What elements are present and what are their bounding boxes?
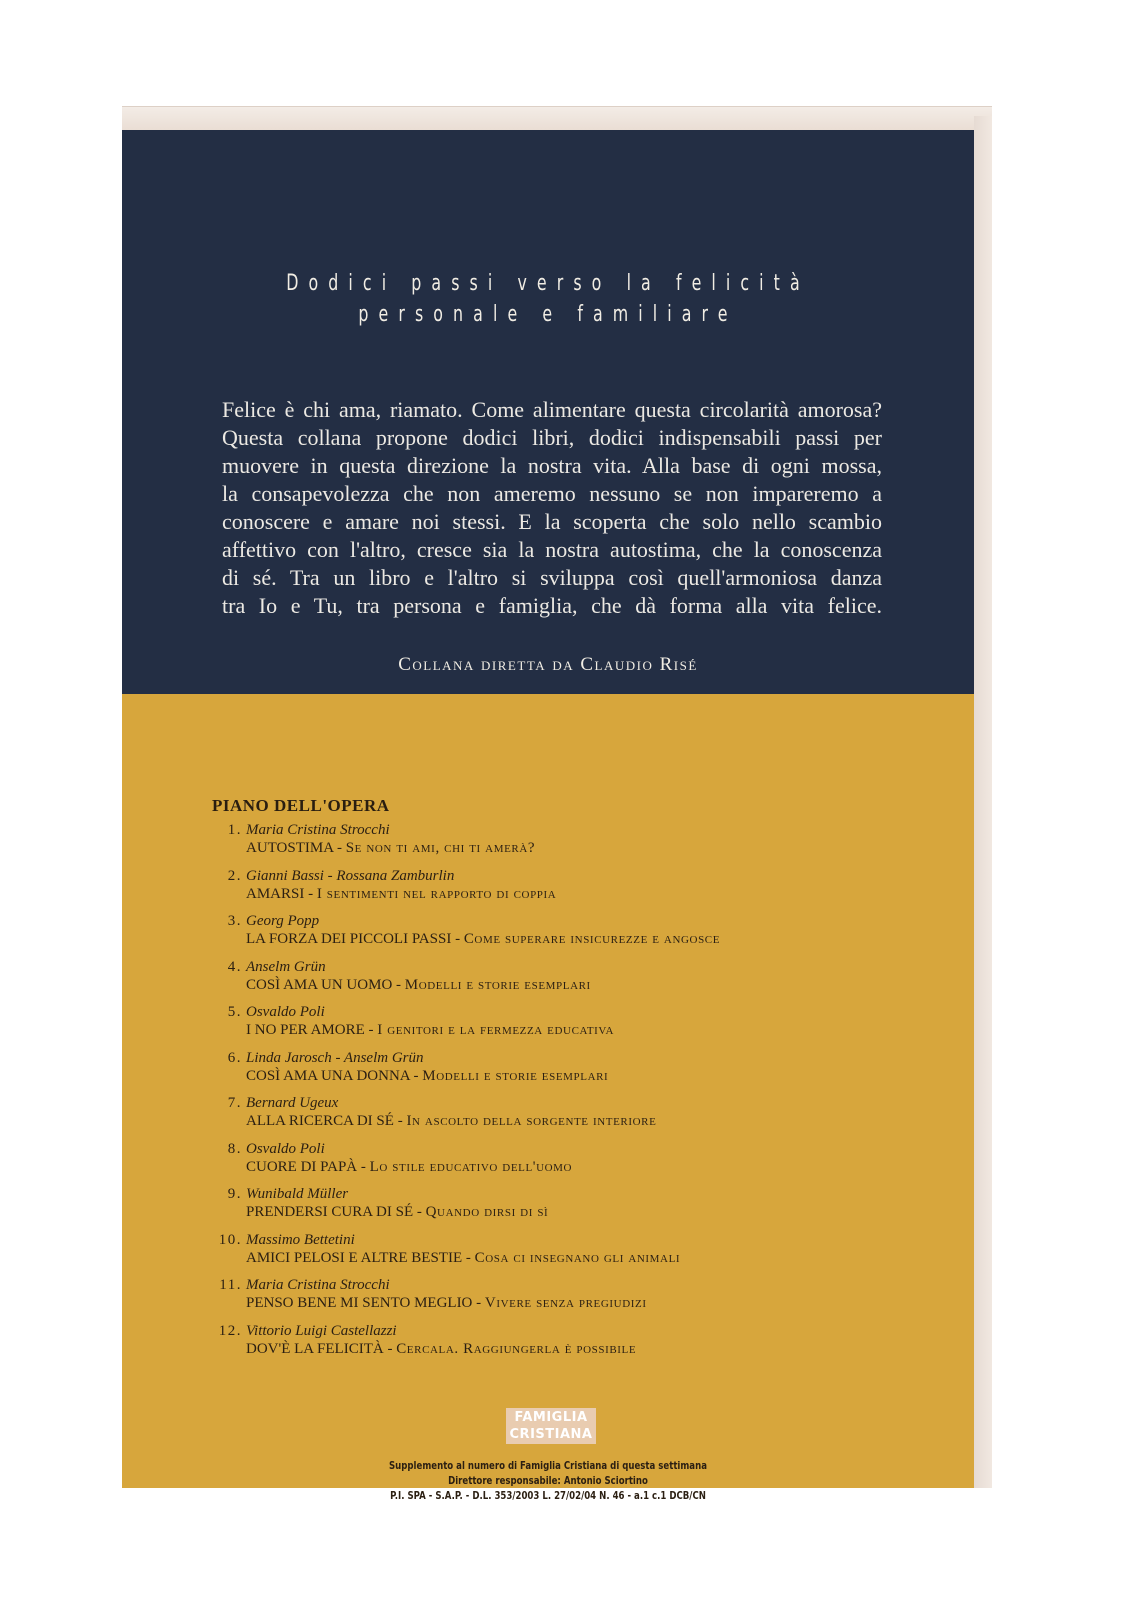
- book-title-line: [246, 886, 556, 903]
- book-title: COSÌ AMA UNA DONNA: [246, 1067, 410, 1084]
- title-separator: -: [472, 1295, 485, 1311]
- book-title-line: [246, 1113, 656, 1130]
- book-author: Linda Jarosch - Anselm Grün: [246, 1049, 424, 1066]
- series-director: Collana diretta da Claudio Risé: [398, 654, 698, 675]
- imprint-line: Supplemento al numero di Famiglia Cristiana di questa settimana: [388, 1459, 707, 1472]
- blurb-line: muovere in questa direzione la nostra vita. Alla base di ogni mossa,: [222, 453, 882, 478]
- book-subtitle: I sentimenti nel rapporto di coppia: [316, 885, 557, 902]
- blurb-line: la consapevolezza che non ameremo nessuno se non impareremo a: [222, 481, 882, 506]
- book-title-line: [246, 840, 535, 857]
- book-title: DOV'È LA FELICITÀ: [246, 1340, 384, 1357]
- book-subtitle: Vivere senza pregiudizi: [484, 1295, 647, 1311]
- series-headline: [241, 268, 854, 330]
- book-title-line: [246, 1022, 614, 1039]
- book-entry: [122, 959, 974, 1003]
- book-number: 11.: [219, 1277, 242, 1293]
- book-title: PENSO BENE MI SENTO MEGLIO: [246, 1295, 473, 1311]
- blurb-line: tra Io e Tu, tra persona e famiglia, che dà forma alla vita felice.: [222, 593, 882, 618]
- imprint-line: P.I. SPA - S.A.P. - D.L. 353/2003 L. 27/02/04 N. 46 - a.1 c.1 DCB/CN: [390, 1489, 706, 1502]
- book-title: AUTOSTIMA: [246, 840, 334, 856]
- book-top-edge: [122, 106, 992, 133]
- book-title: COSÌ AMA UN UOMO: [246, 976, 393, 993]
- book-entry: [122, 1232, 974, 1276]
- book-subtitle: Come superare insicurezze e angosce: [463, 931, 721, 947]
- book-entry: [122, 1323, 974, 1367]
- headline-line-1: Dodici passi verso la felicità: [286, 271, 810, 296]
- book-subtitle: Modelli e storie esemplari: [422, 1067, 609, 1084]
- logo-line-1: FAMIGLIA: [514, 1410, 588, 1425]
- book-author: Osvaldo Poli: [246, 1004, 325, 1020]
- book-number: 8.: [227, 1140, 242, 1157]
- blurb-line: affettivo con l'altro, cresce sia la nostra autostima, che la conoscenza: [222, 537, 882, 562]
- book-author: Maria Cristina Strocchi: [246, 822, 390, 838]
- book-title: ALLA RICERCA DI SÉ: [246, 1113, 394, 1129]
- title-separator: -: [383, 1340, 397, 1357]
- contents-heading: PIANO DELL'OPERA: [212, 796, 390, 815]
- book-author: Wunibald Müller: [246, 1186, 349, 1202]
- book-subtitle: Quando dirsi di sì: [425, 1204, 549, 1220]
- book-subtitle: I genitori e la fermezza educativa: [377, 1022, 615, 1038]
- blurb-line: Questa collana propone dodici libri, dodici indispensabili passi per: [222, 425, 882, 450]
- book-subtitle: Modelli e storie esemplari: [404, 976, 591, 993]
- book-title-line: [246, 931, 720, 948]
- title-separator: -: [413, 1204, 426, 1220]
- blurb-line: Felice è chi ama, riamato. Come alimentare questa circolarità amorosa?: [222, 397, 882, 422]
- book-author: Maria Cristina Strocchi: [246, 1277, 390, 1293]
- title-separator: -: [392, 976, 405, 993]
- book-number: 6.: [227, 1049, 242, 1066]
- book-title: AMICI PELOSI E ALTRE BESTIE: [246, 1249, 463, 1266]
- book-author: Bernard Ugeux: [246, 1095, 339, 1111]
- book-author: Anselm Grün: [246, 958, 326, 975]
- book-author: Georg Popp: [246, 913, 320, 929]
- book-title-line: [246, 1341, 636, 1358]
- famiglia-cristiana-logo: [506, 1408, 596, 1444]
- book-back-cover: [122, 106, 992, 1502]
- book-entry: [122, 1277, 974, 1321]
- blurb-line: conoscere e amare noi stessi. E la scoperta che solo nello scambio: [222, 509, 882, 534]
- book-title-line: [246, 977, 591, 994]
- book-subtitle: Cercala. Raggiungerla è possibile: [396, 1340, 637, 1357]
- book-title-line: [246, 1250, 680, 1267]
- book-number: 4.: [227, 958, 242, 975]
- book-entry: [122, 1050, 974, 1094]
- book-entry: [122, 1186, 974, 1230]
- book-entry: [122, 913, 974, 957]
- book-title-line: [246, 1068, 608, 1085]
- book-title: LA FORZA DEI PICCOLI PASSI: [246, 931, 452, 947]
- book-entry: [122, 1095, 974, 1139]
- book-entry: [122, 822, 974, 866]
- book-author: Osvaldo Poli: [246, 1140, 325, 1157]
- book-number: 3.: [227, 913, 242, 929]
- book-number: 9.: [227, 1186, 242, 1202]
- book-author: Gianni Bassi - Rossana Zamburlin: [246, 867, 455, 884]
- title-separator: -: [304, 885, 317, 902]
- book-title: PRENDERSI CURA DI SÉ: [246, 1204, 414, 1220]
- imprint: [122, 1458, 974, 1503]
- book-author: Vittorio Luigi Castellazzi: [246, 1322, 397, 1339]
- book-subtitle: Lo stile educativo dell'uomo: [369, 1158, 573, 1175]
- book-subtitle: Se non ti ami, chi ti amerà?: [345, 840, 536, 856]
- title-separator: -: [393, 1113, 407, 1129]
- book-entry: [122, 868, 974, 912]
- title-separator: -: [364, 1022, 378, 1038]
- book-number: 1.: [227, 822, 242, 838]
- title-separator: -: [333, 840, 346, 856]
- book-right-edge: [974, 116, 992, 1488]
- blurb-line: di sé. Tra un libro e l'altro si sviluppa così quell'armoniosa danza: [222, 565, 882, 590]
- title-separator: -: [462, 1249, 475, 1266]
- series-blurb: [222, 396, 882, 620]
- book-entry: [122, 1141, 974, 1185]
- title-separator: -: [451, 931, 464, 947]
- logo-line-2: CRISTIANA: [509, 1427, 593, 1442]
- book-entry: [122, 1004, 974, 1048]
- book-number: 5.: [227, 1004, 242, 1020]
- book-title-line: [246, 1295, 647, 1312]
- book-author: Massimo Bettetini: [246, 1231, 355, 1248]
- headline-line-2: personale e familiare: [358, 302, 738, 327]
- book-title: CUORE DI PAPÀ: [246, 1158, 358, 1175]
- book-number: 2.: [227, 867, 242, 884]
- book-title: I NO PER AMORE: [246, 1022, 365, 1038]
- book-title-line: [246, 1159, 572, 1176]
- book-subtitle: Cosa ci insegnano gli animali: [474, 1249, 681, 1266]
- book-title: AMARSI: [246, 885, 305, 902]
- book-subtitle: In ascolto della sorgente interiore: [406, 1113, 657, 1129]
- title-separator: -: [409, 1067, 423, 1084]
- book-title-line: [246, 1204, 548, 1221]
- book-number: 7.: [227, 1095, 242, 1111]
- imprint-line: Direttore responsabile: Antonio Sciortino: [448, 1474, 648, 1487]
- book-number: 10.: [218, 1231, 242, 1248]
- title-separator: -: [357, 1158, 370, 1175]
- book-number: 12.: [218, 1322, 242, 1339]
